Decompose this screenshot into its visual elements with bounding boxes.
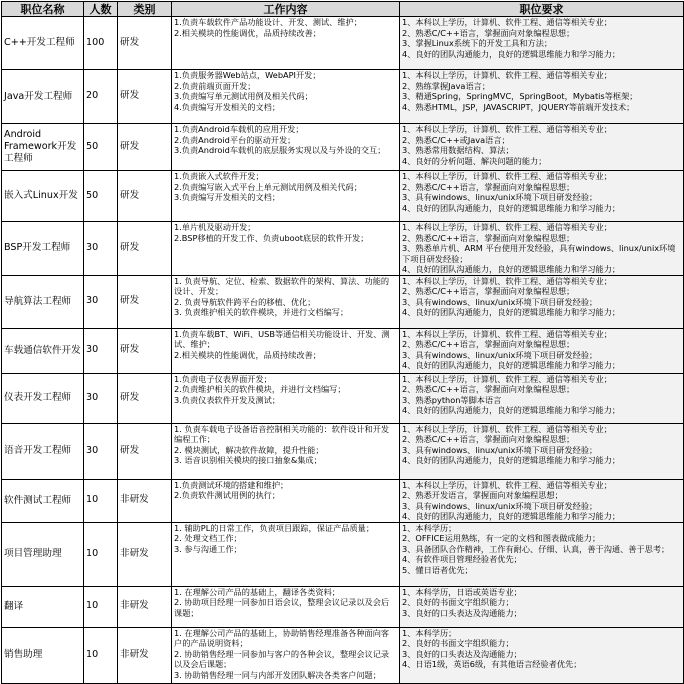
requirements-cell bbox=[400, 586, 684, 627]
table-row bbox=[2, 222, 684, 276]
job-content-line: 1. 负责车载电子设备语音控制相关功能的：软件设计和开发编程工作； bbox=[174, 423, 390, 444]
requirement-line: 4、良好的团队沟通能力，良好的逻辑思维能力和学习能力； bbox=[402, 264, 621, 274]
header-position-name: 职位名称 bbox=[2, 2, 84, 17]
job-content-cell bbox=[172, 171, 400, 222]
header-requirements: 职位要求 bbox=[400, 2, 684, 17]
job-content-cell bbox=[172, 373, 400, 423]
job-content-cell bbox=[172, 586, 400, 627]
requirement-line: 1、本科以上学历，计算机、软件工程、通信等相关专业； bbox=[402, 479, 612, 490]
job-content-line: 1.负责嵌入式软件开发； bbox=[174, 171, 264, 181]
table-row bbox=[2, 328, 684, 373]
category-cell: 研发 bbox=[118, 328, 172, 373]
requirement-line: 2、熟悉C/C++语言，掌握面向对象编程思想； bbox=[402, 384, 575, 394]
category-cell: 非研发 bbox=[118, 627, 172, 683]
requirements-cell bbox=[400, 124, 684, 171]
table-header-row bbox=[2, 2, 684, 17]
job-content-line: 1.负责车载BT、WiFi、USB等通信相关功能设计、开发、测试、维护； bbox=[174, 328, 390, 349]
headcount-cell: 10 bbox=[84, 627, 118, 683]
requirement-line: 1、本科以上学历，计算机、软件工程、通信等相关专业； bbox=[402, 171, 612, 181]
job-content-cell bbox=[172, 479, 400, 522]
category-cell: 非研发 bbox=[118, 479, 172, 522]
position-name-cell: 翻译 bbox=[2, 586, 84, 627]
job-content-cell bbox=[172, 275, 400, 328]
requirement-line: 1、本科以上学历，计算机、软件工程、通信等相关专业； bbox=[402, 275, 612, 286]
table-row bbox=[2, 423, 684, 479]
job-content-cell bbox=[172, 17, 400, 70]
requirement-line: 4、良好的团队沟通能力，良好的逻辑思维能力和学习能力； bbox=[402, 48, 621, 59]
headcount-cell: 10 bbox=[84, 479, 118, 522]
requirements-cell bbox=[400, 373, 684, 423]
requirements-cell bbox=[400, 70, 684, 124]
category-cell: 研发 bbox=[118, 171, 172, 222]
requirement-line: 2、熟悉C/C++或Java语言； bbox=[402, 134, 510, 145]
requirement-line: 1、本科以上学历，计算机、软件工程、通信等相关专业； bbox=[402, 124, 612, 134]
position-name-cell: 软件测试工程师 bbox=[2, 479, 84, 522]
job-content-line: 3. 负责维护相关的软件模块，并进行文档编写； bbox=[174, 307, 349, 317]
requirement-line: 3、具有windows、linux/unix环境下项目研发经验； bbox=[402, 192, 598, 202]
headcount-cell: 30 bbox=[84, 423, 118, 479]
job-content-line: 1. 辅助PL的日常工作，负责项目跟踪，保证产品质量； bbox=[174, 522, 375, 533]
requirement-line: 1、本科以上学历，计算机、软件工程、通信等相关专业； bbox=[402, 328, 612, 339]
position-name-cell: C++开发工程师 bbox=[2, 17, 84, 70]
job-content-line: 2.相关模块的性能调优，品质持续改善； bbox=[174, 349, 321, 360]
job-content-line: 1.负责车载软件产品功能设计、开发、测试、维护； bbox=[174, 17, 362, 27]
job-content-line: 1.负责测试环境的搭建和维护； bbox=[174, 479, 289, 490]
table-row bbox=[2, 124, 684, 171]
job-content-line: 2.相关模块的性能调优，品质持续改善； bbox=[174, 27, 321, 38]
requirement-line: 3、具备团队合作精神，工作有耐心、仔细、认真，善于沟通、善于思考； bbox=[402, 543, 670, 554]
requirement-line: 1、本科以上学历，计算机、软件工程、通信等相关专业； bbox=[402, 17, 612, 27]
headcount-cell: 30 bbox=[84, 328, 118, 373]
position-name-cell: Java开发工程师 bbox=[2, 70, 84, 124]
header-category: 类别 bbox=[118, 2, 172, 17]
header-headcount: 人数 bbox=[84, 2, 118, 17]
table-row bbox=[2, 171, 684, 222]
requirement-line: 4、良好的团队沟通能力，良好的逻辑思维能力和学习能力； bbox=[402, 307, 621, 317]
job-content-line: 3. 语音识别相关模块的接口抽象&集成； bbox=[174, 455, 322, 465]
job-content-line: 2.负责维护相关的软件模块，并进行文档编写； bbox=[174, 384, 346, 394]
category-cell: 研发 bbox=[118, 423, 172, 479]
job-content-line: 1.负责Android车载机的应用开发； bbox=[174, 124, 304, 134]
requirement-line: 2、良好的书面文字组织能力； bbox=[402, 597, 514, 607]
requirements-cell bbox=[400, 627, 684, 683]
category-cell: 研发 bbox=[118, 275, 172, 328]
job-content-cell bbox=[172, 124, 400, 171]
job-content-line: 2.负责软件测试用例的执行； bbox=[174, 490, 281, 500]
category-cell: 研发 bbox=[118, 70, 172, 124]
requirement-line: 4、良好的团队沟通能力，良好的逻辑思维能力和学习能力； bbox=[402, 455, 621, 465]
requirement-line: 2、OFFICE运用熟练，有一定的文档和图表做成能力； bbox=[402, 533, 601, 543]
job-content-line: 2. 负责导航软件跨平台的移植、优化； bbox=[174, 296, 316, 307]
requirement-line: 3、熟悉python等脚本语言 bbox=[402, 394, 502, 405]
position-name-cell: 车载通信软件开发 bbox=[2, 328, 84, 373]
category-cell: 非研发 bbox=[118, 586, 172, 627]
requirement-line: 2、熟悉C/C++语言，掌握面向对象编程思想； bbox=[402, 27, 575, 38]
requirement-line: 2、熟悉C/C++语言，掌握面向对象编程思想； bbox=[402, 181, 575, 192]
requirement-line: 3、精通Spring，SpringMVC，SpringBoot，Mybatis等框架； bbox=[402, 91, 638, 101]
job-content-line: 2.BSP移植的开发工作、负责uboot底层的软件开发； bbox=[174, 232, 369, 243]
requirement-line: 1、本科以上学历，计算机、软件工程、通信等相关专业； bbox=[402, 70, 612, 80]
job-content-line: 2.负责编写嵌入式平台上单元测试用例及相关代码； bbox=[174, 181, 362, 192]
requirement-line: 2、熟练掌握Java语言； bbox=[402, 80, 491, 91]
table-row bbox=[2, 17, 684, 70]
position-name-cell: 语音开发工程师 bbox=[2, 423, 84, 479]
job-content-line: 1.单片机及驱动开发； bbox=[174, 222, 256, 232]
requirement-line: 1、本科以上学历，计算机、软件工程、通信等相关专业； bbox=[402, 373, 612, 384]
requirement-line: 4、良好的团队沟通能力，良好的逻辑思维能力和学习能力； bbox=[402, 360, 621, 370]
requirement-line: 2、熟悉C/C++语言，掌握面向对象编程思想； bbox=[402, 339, 575, 349]
requirement-line: 4、良好的团队沟通能力，良好的逻辑思维能力和学习能力； bbox=[402, 202, 621, 213]
job-content-line: 3.负责编写开发相关的文档； bbox=[174, 192, 281, 202]
job-content-line: 2. 模块测试，解决软件故障，提升性能； bbox=[174, 444, 324, 455]
header-job-content: 工作内容 bbox=[172, 2, 400, 17]
position-name-cell: 仪表开发工程师 bbox=[2, 373, 84, 423]
position-name-cell: 项目管理助理 bbox=[2, 522, 84, 586]
requirement-line: 3、具有windows、linux/unix环境下项目研发经验； bbox=[402, 296, 598, 307]
recruitment-table bbox=[1, 1, 684, 684]
position-name-cell: 销售助理 bbox=[2, 627, 84, 683]
table-row bbox=[2, 627, 684, 683]
position-name-cell: 嵌入式Linux开发 bbox=[2, 171, 84, 222]
job-content-line: 2.负责Android平台的驱动开发； bbox=[174, 134, 296, 145]
position-name-cell: Android Framework开发工程师 bbox=[2, 124, 84, 171]
job-content-line: 2. 处理文档工作； bbox=[174, 533, 242, 543]
requirement-line: 3、具有windows、linux/unix环境下项目研发经验； bbox=[402, 349, 598, 360]
requirement-line: 4、良好的团队沟通能力，良好的逻辑思维能力和学习能力； bbox=[402, 405, 621, 415]
table-row bbox=[2, 522, 684, 586]
requirements-cell bbox=[400, 275, 684, 328]
headcount-cell: 20 bbox=[84, 70, 118, 124]
table-body bbox=[2, 17, 684, 684]
table-row bbox=[2, 479, 684, 522]
category-cell: 研发 bbox=[118, 373, 172, 423]
requirement-line: 3、具有windows、linux/unix环境下项目研发经验； bbox=[402, 444, 598, 455]
requirements-cell bbox=[400, 479, 684, 522]
requirement-line: 1、本科以上学历，计算机、软件工程、通信等相关专业； bbox=[402, 423, 612, 434]
job-content-line: 2. 协助销售经理一同参加与客户的各种会议，整理会议记录以及会后课题； bbox=[174, 648, 390, 669]
job-content-line: 1. 在理解公司产品的基础上，协助销售经理准备各种面向客户的产品说明资料； bbox=[174, 627, 390, 648]
job-content-line: 2. 协助项目经理一同参加日语会议，整理会议记录以及会后课题； bbox=[174, 597, 390, 618]
job-content-line: 3.负责Android车载机的底层服务实现以及与外设的交互； bbox=[174, 145, 386, 155]
headcount-cell: 10 bbox=[84, 522, 118, 586]
table-row bbox=[2, 586, 684, 627]
headcount-cell: 100 bbox=[84, 17, 118, 70]
headcount-cell: 50 bbox=[84, 124, 118, 171]
requirements-cell bbox=[400, 328, 684, 373]
table-row bbox=[2, 373, 684, 423]
headcount-cell: 30 bbox=[84, 373, 118, 423]
requirement-line: 3、熟悉单片机、ARM 平台使用开发经验，具有windows、linux/unix环境下项目研发经验； bbox=[402, 243, 676, 264]
position-name-cell: 导航算法工程师 bbox=[2, 275, 84, 328]
requirement-line: 3、良好的口头表达及沟通能力； bbox=[402, 607, 522, 618]
requirement-line: 1、本科学历； bbox=[402, 627, 457, 638]
headcount-cell: 50 bbox=[84, 171, 118, 222]
requirement-line: 4、熟悉HTML，JSP，JAVASCRIPT，JQUERY等前端开发技术； bbox=[402, 101, 635, 112]
requirement-line: 3、具有windows、linux/unix环境下项目研发经验； bbox=[402, 500, 598, 511]
job-content-line: 3. 参与沟通工作； bbox=[174, 543, 242, 554]
job-content-cell bbox=[172, 627, 400, 683]
requirement-line: 1、本科学历； bbox=[402, 522, 457, 533]
requirement-line: 4、有软件项目管理经验者优先； bbox=[402, 554, 522, 564]
requirement-line: 4、日语1级，英语6级，有其他语言经验者优先； bbox=[402, 659, 582, 669]
requirement-line: 2、熟悉C/C++语言，掌握面向对象编程思想； bbox=[402, 434, 575, 444]
job-content-line: 3. 协助销售经理一同与内部开发团队解决各类客户问题； bbox=[174, 669, 381, 680]
table-row bbox=[2, 70, 684, 124]
requirements-cell bbox=[400, 17, 684, 70]
requirement-line: 3、熟悉常用数据结构、算法； bbox=[402, 145, 514, 155]
job-content-line: 2.负责前端页面开发； bbox=[174, 80, 256, 91]
requirement-line: 2、熟悉C/C++语言，掌握面向对象编程思想； bbox=[402, 232, 575, 243]
headcount-cell: 30 bbox=[84, 222, 118, 276]
job-content-line: 1. 在理解公司产品的基础上，翻译各类资料； bbox=[174, 586, 340, 597]
job-content-cell bbox=[172, 423, 400, 479]
requirement-line: 5、懂日语者优先； bbox=[402, 564, 473, 575]
requirement-line: 2、良好的书面文字组织能力； bbox=[402, 638, 514, 648]
table-row bbox=[2, 275, 684, 328]
job-content-cell bbox=[172, 70, 400, 124]
job-content-line: 3.负责编写单元测试用例及相关代码； bbox=[174, 91, 313, 101]
job-content-line: 1.负责服务器Web站点，WebAPI开发； bbox=[174, 70, 321, 80]
job-content-line: 1.负责电子仪表界面开发； bbox=[174, 373, 272, 384]
category-cell: 非研发 bbox=[118, 522, 172, 586]
job-content-line: 1. 负责导航、定位、检索、数据软件的架构、算法、功能的设计、开发； bbox=[174, 275, 390, 296]
category-cell: 研发 bbox=[118, 124, 172, 171]
requirements-cell bbox=[400, 423, 684, 479]
job-content-cell bbox=[172, 222, 400, 276]
requirement-line: 1、本科学历，日语或英语专业； bbox=[402, 586, 522, 597]
headcount-cell: 10 bbox=[84, 586, 118, 627]
position-name-cell: BSP开发工程师 bbox=[2, 222, 84, 276]
requirement-line: 1、本科以上学历，计算机、软件工程、通信等相关专业； bbox=[402, 222, 612, 232]
requirement-line: 4、良好的分析问题、解决问题的能力； bbox=[402, 155, 547, 166]
requirement-line: 2、熟悉开发语言，掌握面向对象编程思想； bbox=[402, 490, 563, 500]
job-content-cell bbox=[172, 522, 400, 586]
requirements-cell bbox=[400, 171, 684, 222]
requirement-line: 4、良好的团队沟通能力，良好的逻辑思维能力和学习能力； bbox=[402, 511, 621, 521]
job-content-cell bbox=[172, 328, 400, 373]
requirement-line: 2、熟悉C/C++语言，掌握面向对象编程思想； bbox=[402, 286, 575, 296]
category-cell: 研发 bbox=[118, 17, 172, 70]
requirements-cell bbox=[400, 522, 684, 586]
category-cell: 研发 bbox=[118, 222, 172, 276]
headcount-cell: 30 bbox=[84, 275, 118, 328]
requirement-line: 3、良好的口头表达及沟通能力； bbox=[402, 648, 522, 659]
job-content-line: 3.负责仪表软件开发及测试； bbox=[174, 394, 281, 405]
requirement-line: 3、掌握Linux系统下的开发工具和方法； bbox=[402, 38, 553, 48]
job-content-line: 4.负责编写开发相关的文档； bbox=[174, 101, 281, 112]
requirements-cell bbox=[400, 222, 684, 276]
